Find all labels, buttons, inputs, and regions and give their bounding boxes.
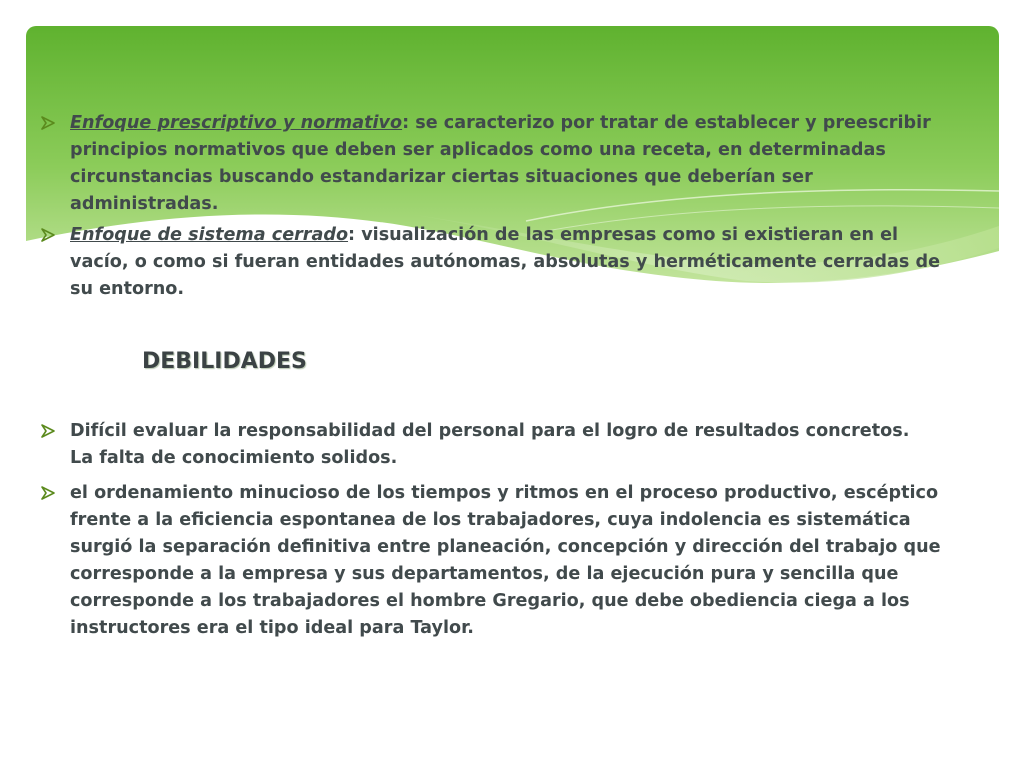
weakness-line: Difícil evaluar la responsabilidad del personal para el logro de resultados concretos. [70, 421, 910, 441]
list-item [40, 110, 960, 218]
approach-description: : visualización de las empresas como si existieran en el vacío, o como si fueran entidades autónomas, absolutas y herméticamente cerradas de su entorno. [70, 225, 941, 299]
list-item [40, 480, 960, 642]
arrow-bullet-icon [40, 423, 56, 439]
section-heading: DEBILIDADES [142, 349, 307, 374]
approach-term: Enfoque prescriptivo y normativo [70, 113, 403, 133]
list-item [40, 418, 960, 472]
arrow-bullet-icon [40, 115, 56, 131]
arrow-bullet-icon [40, 227, 56, 243]
approach-description: : se caracterizo por tratar de establecer y preescribir principios normativos que deben ser aplicados como una receta, en determinadas circunstancias buscando estandarizar ciertas situaciones que deberían ser administradas. [70, 113, 931, 214]
weakness-text: el ordenamiento minucioso de los tiempos y ritmos en el proceso productivo, escéptico frente a la eficiencia espontanea de los trabajadores, cuya indolencia es sistemática surgió la separación definitiva entre planeación, concepción y dirección del trabajo que corresponde a la empresa y sus departamentos, de la ejecución pura y sencilla que corresponde a los trabajadores el hombre Gregario, que debe obediencia ciega a los instructores era el tipo ideal para Taylor. [70, 483, 941, 638]
list-item [40, 222, 960, 303]
approach-term: Enfoque de sistema cerrado [70, 225, 349, 245]
weakness-line: La falta de conocimiento solidos. [70, 448, 398, 468]
arrow-bullet-icon [40, 485, 56, 501]
slide-content [40, 110, 960, 642]
